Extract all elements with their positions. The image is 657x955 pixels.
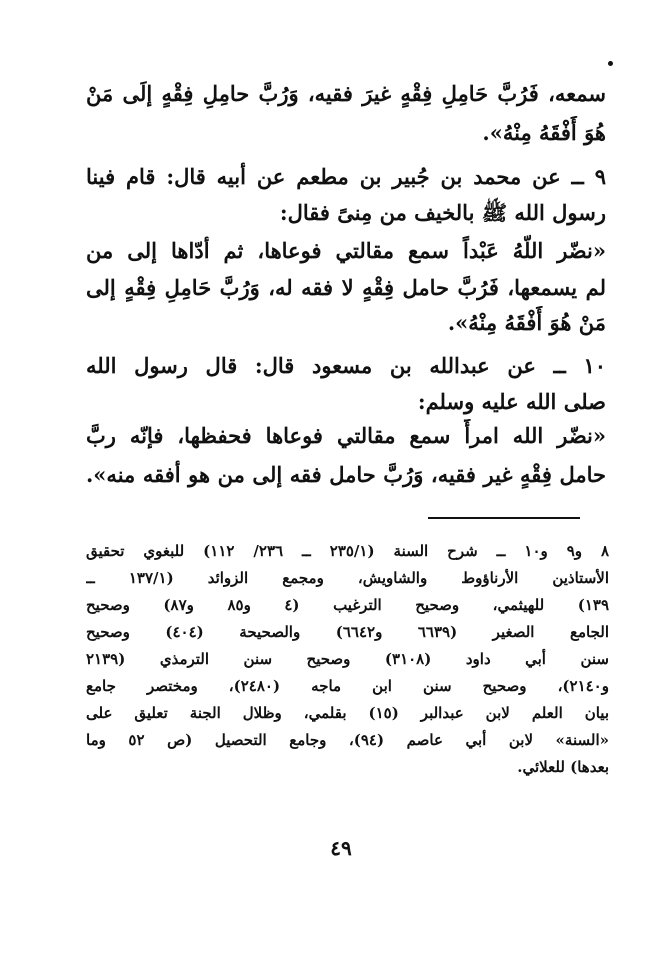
- footnote-line-7: بيان العلم لابن عبدالبر (١٥) بقلمي، وظلال الجنة تعليق على: [86, 704, 609, 722]
- body-line-9: صلى الله عليه وسلم:: [417, 389, 606, 414]
- body-line-5: «نضّر اللّهُ عَبْداً سمع مقالتي فوعاها، ثم أدّاها إلى من: [86, 238, 606, 263]
- body-line-10: «نضّر الله امرأً سمع مقالتي فوعاها فحفظها، فإنّه ربَّ: [86, 423, 606, 448]
- footnote-line-5: سنن أبي داود (٣١٠٨) وصحيح سنن الترمذي (٢١٣٩: [86, 650, 609, 668]
- footnote-line-9: بعدها) للعلائي.: [517, 758, 609, 776]
- footnote-line-8: «السنة» لابن أبي عاصم (٩٤)، وجامع التحصيل (ص ٥٢ وما: [86, 731, 609, 749]
- body-line-11: حامل فِقْهٍ غير فقيه، وَرُبَّ حامل فقه إلى من هو أفقه منه».: [86, 462, 606, 487]
- footnote-line-3: ١٣٩) للهيثمي، وصحيح الترغيب (٤ و٨٥ و٨٧) وصحيح: [86, 596, 609, 614]
- body-line-3: ٩ ــ عن محمد بن جُبير بن مطعم عن أبيه قال: قام فينا: [86, 164, 606, 189]
- footnote-separator: [428, 517, 580, 519]
- footnote-line-1: ٨ و٩ و١٠ ــ شرح السنة (٢٣٥/١ ــ ٢٣٦/ ١١٢) للبغوي تحقيق: [86, 542, 609, 560]
- footnote-line-4: الجامع الصغير (٦٦٣٩ و٦٦٤٢) والصحيحة (٤٠٤) وصحيح: [86, 623, 609, 641]
- body-line-8: ١٠ ــ عن عبدالله بن مسعود قال: قال رسول الله: [86, 353, 606, 378]
- body-line-2: هُوَ أَفْقَهُ مِنْهُ».: [482, 120, 606, 145]
- margin-mark: [608, 61, 613, 66]
- body-line-1: سمعه، فَرُبَّ حَامِلِ فِقْهٍ غيرَ فقيه، وَرُبَّ حامِلِ فِقْهٍ إلَى مَنْ: [86, 81, 606, 106]
- body-line-7: مَنْ هُوَ أَفْقَهُ مِنْهُ».: [447, 310, 606, 335]
- page-number: ٤٩: [330, 836, 352, 860]
- body-line-4: رسول الله ﷺ بالخيف من مِنىً فقال:: [279, 200, 606, 225]
- footnote-line-6: و٢١٤٠)، وصحيح سنن ابن ماجه (٢٤٨٠)، ومختصر جامع: [86, 677, 609, 695]
- body-line-6: لم يسمعها، فَرُبَّ حامل فِقْهٍ لا فقه له، وَرُبَّ حَامِلِ فِقْهٍ إلى: [86, 275, 606, 300]
- footnote-line-2: الأستاذين الأرناؤوط والشاويش، ومجمع الزوائد (١٣٧/١ ــ: [86, 569, 609, 587]
